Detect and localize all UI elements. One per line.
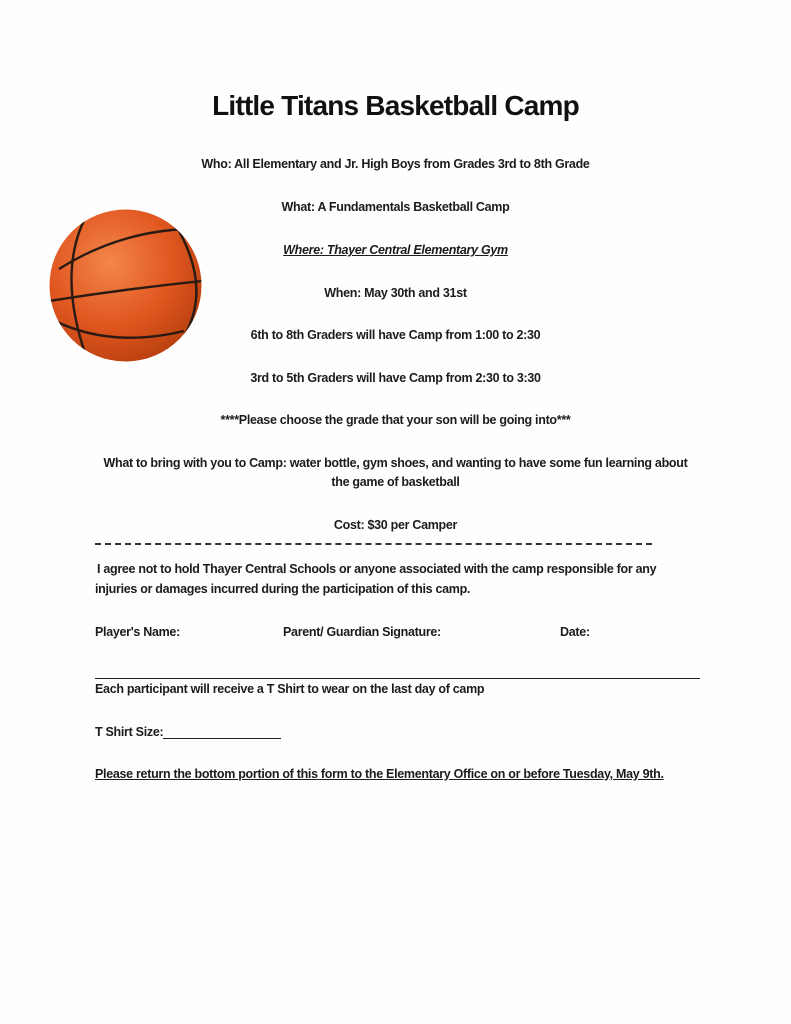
players-name-label: Player's Name: <box>95 625 180 639</box>
guardian-signature-label: Parent/ Guardian Signature: <box>283 625 441 639</box>
who-line: Who: All Elementary and Jr. High Boys from Grades 3rd to 8th Grade <box>201 157 590 171</box>
bring-line-1: What to bring with you to Camp: water bottle, gym shoes, and wanting to have some fun learning about <box>103 456 688 470</box>
tshirt-size-field[interactable] <box>163 738 281 739</box>
bring-line-2: the game of basketball <box>331 475 460 489</box>
return-note: Please return the bottom portion of this form to the Elementary Office on or before Tuesday, May 9th. <box>95 767 664 781</box>
upper-grade-session: 6th to 8th Graders will have Camp from 1:00 to 2:30 <box>250 328 541 342</box>
what-line: What: A Fundamentals Basketball Camp <box>281 200 510 214</box>
grade-note: ****Please choose the grade that your son will be going into*** <box>220 413 571 427</box>
tshirt-note: Each participant will receive a T Shirt to wear on the last day of camp <box>95 682 485 696</box>
page-title: Little Titans Basketball Camp <box>212 90 579 121</box>
waiver-line-2: injuries or damages incurred during the participation of this camp. <box>95 582 471 596</box>
signature-line[interactable] <box>95 678 700 679</box>
cost-line: Cost: $30 per Camper <box>333 518 458 532</box>
date-label: Date: <box>560 625 590 639</box>
where-line: Where: Thayer Central Elementary Gym <box>283 243 508 257</box>
tshirt-size-label: T Shirt Size: <box>95 725 164 739</box>
lower-grade-session: 3rd to 5th Graders will have Camp from 2:30 to 3:30 <box>250 371 541 385</box>
when-line: When: May 30th and 31st <box>324 286 467 300</box>
cut-line-divider <box>95 543 652 545</box>
waiver-line-1: I agree not to hold Thayer Central Schools or anyone associated with the camp responsible for any <box>97 562 657 576</box>
